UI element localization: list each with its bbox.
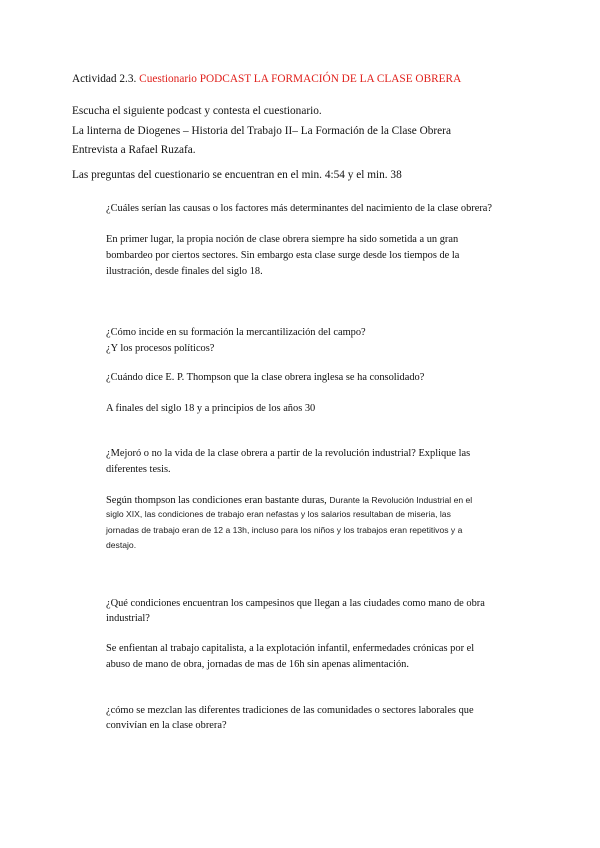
answer-4-lead: Según thompson las condiciones eran bastante duras, bbox=[106, 495, 327, 506]
question-1: ¿Cuáles serían las causas o los factores más determinantes del nacimiento de la clase obrera? bbox=[106, 203, 493, 214]
answer-1-line-1: En primer lugar, la propia noción de clase obrera siempre ha sido sometida a un gran bbox=[106, 234, 459, 245]
question-2-line-2: ¿Y los procesos políticos? bbox=[106, 343, 215, 354]
activity-heading bbox=[72, 72, 461, 87]
answer-3: A finales del siglo 18 y a principios de los años 30 bbox=[106, 403, 316, 414]
question-5-line-2: industrial? bbox=[106, 613, 150, 624]
answer-1-line-2: bombardeo por ciertos sectores. Sin embargo esta clase surge desde los tiempos de la bbox=[106, 250, 460, 261]
question-4-line-2: diferentes tesis. bbox=[106, 464, 171, 475]
activity-title: Cuestionario PODCAST LA FORMACIÓN DE LA CLASE OBRERA bbox=[139, 73, 462, 85]
activity-label: Actividad 2.3. bbox=[72, 73, 137, 85]
question-5-line-1: ¿Qué condiciones encuentran los campesinos que llegan a las ciudades como mano de obra bbox=[106, 598, 485, 609]
question-6-line-2: convivían en la clase obrera? bbox=[106, 720, 227, 731]
answer-5-line-1: Se enfientan al trabajo capitalista, a la explotación infantil, enfermedades crónicas por el bbox=[106, 643, 475, 654]
intro-line-3: Entrevista a Rafael Ruzafa. bbox=[72, 144, 196, 156]
intro-line-2: La linterna de Diogenes – Historia del Trabajo II– La Formación de la Clase Obrera bbox=[72, 125, 451, 137]
answer-5-line-2: abuso de mano de obra, jornadas de mas de 16h sin apenas alimentación. bbox=[106, 659, 409, 670]
answer-4-line-2: siglo XIX, las condiciones de trabajo eran nefastas y los salarios resultaban de miseria, las bbox=[106, 509, 451, 519]
answer-4-line-1-rest: Durante la Revolución Industrial en el bbox=[329, 495, 473, 505]
question-4-line-1: ¿Mejoró o no la vida de la clase obrera a partir de la revolución industrial? Explique las bbox=[106, 448, 471, 459]
question-3: ¿Cuándo dice E. P. Thompson que la clase obrera inglesa se ha consolidado? bbox=[106, 372, 425, 383]
question-2-line-1: ¿Cómo incide en su formación la mercantilización del campo? bbox=[106, 327, 366, 338]
intro-line-1: Escucha el siguiente podcast y contesta el cuestionario. bbox=[72, 105, 322, 117]
answer-4-line-4: destajo. bbox=[106, 540, 137, 550]
answer-4-line-3: jornadas de trabajo eran de 12 a 13h, incluso para los niños y los trabajos eran repetitivos y a bbox=[106, 525, 463, 535]
answer-1-line-3: ilustración, desde finales del siglo 18. bbox=[106, 266, 263, 277]
intro-line-4: Las preguntas del cuestionario se encuentran en el min. 4:54 y el min. 38 bbox=[72, 169, 402, 181]
question-6-line-1: ¿cómo se mezclan las diferentes tradiciones de las comunidades o sectores laborales que bbox=[106, 705, 474, 716]
